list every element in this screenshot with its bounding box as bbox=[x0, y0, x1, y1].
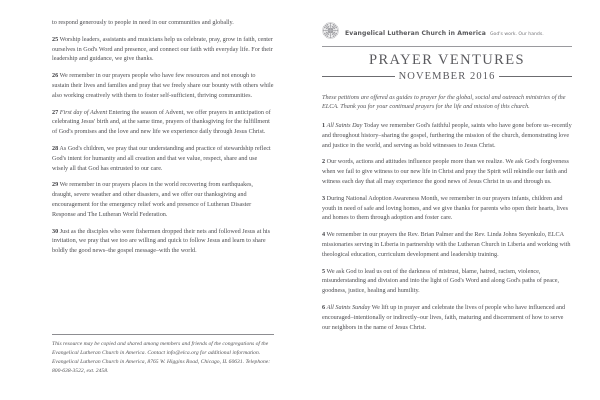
entry-text: Worship leaders, assistants and musicians help us celebrate, pray, grow in faith, center ourselves in God's Word and presence, and connect our faith with everyday life. For their leadership and guidance, we give thanks. bbox=[52, 35, 273, 63]
entry-day-number: 25 bbox=[52, 35, 59, 43]
organization-name: Evangelical Lutheran Church in America bbox=[345, 30, 486, 37]
entry-day-number: 26 bbox=[52, 72, 59, 80]
right-entries-list bbox=[322, 121, 572, 332]
subtitle-row bbox=[322, 71, 572, 82]
brand-lockup bbox=[345, 22, 544, 39]
prayer-entry bbox=[322, 303, 572, 332]
elca-medallion-icon bbox=[322, 22, 339, 39]
entry-text: As God's children, we pray that our understanding and practice of stewardship reflect God's intent for humanity and all creation and that we value, respect, share and use wisely all that God has entrusted to our care. bbox=[52, 144, 271, 172]
entry-day-number: 5 bbox=[322, 267, 326, 275]
prayer-entry bbox=[52, 35, 274, 64]
footer-divider bbox=[52, 334, 274, 335]
entry-text: Just as the disciples who were fishermen dropped their nets and followed Jesus at his invitation, we pray that we too are willing and quick to follow Jesus and learn to share boldly the good news–the gospel message–with the world. bbox=[52, 227, 271, 255]
entry-text: Our words, actions and attitudes influence people more than we realize. We ask God's forgiveness when we fail to give witness to our new life in Christ and pray the Spirit will rekindle our faith and witness each day that all may experience the good news of Jesus Christ in us and through us. bbox=[322, 158, 569, 185]
left-entries-list bbox=[52, 35, 274, 256]
header-divider bbox=[322, 46, 572, 47]
prayer-entry bbox=[52, 144, 274, 173]
prayer-entry bbox=[52, 180, 274, 219]
page-title: PRAYER VENTURES bbox=[369, 52, 525, 69]
entry-day-number: 27 bbox=[52, 108, 59, 116]
prayer-entry bbox=[322, 267, 572, 296]
prayer-entry bbox=[322, 121, 572, 150]
right-column bbox=[300, 18, 578, 390]
prayer-entry bbox=[52, 108, 274, 137]
prayer-entry bbox=[322, 230, 572, 259]
entry-text: Entering the season of Advent, we offer prayers in anticipation of celebrating Jesus' birth and, at the same time, prayers of thanksgiving for the fulfillment of God's promises and the love and new life we experience daily through Jesus Christ. bbox=[52, 108, 271, 136]
entry-observance: All Saints Day bbox=[326, 121, 363, 129]
entry-text: During National Adoption Awareness Month, we remember in our prayers infants, children and youth in need of safe and loving homes, and we give thanks for parents who open their hearts, lives and homes to them through adoption and foster care. bbox=[322, 194, 569, 222]
entry-day-number: 2 bbox=[322, 158, 326, 166]
entry-text: We lift up in prayer and celebrate the lives of people who have influenced and encouraged–intentionally or indirectly–our lives, faith, maturing and discernment of how to serve our neighbors in the name of Jesus Christ. bbox=[322, 303, 566, 331]
entry-text: We remember in our prayers people who have few resources and not enough to sustain their lives and families and pray that we freely share our bounty with others while also working creatively with them to foster self-sufficient, thriving communities. bbox=[52, 72, 274, 99]
entry-day-number: 6 bbox=[322, 303, 326, 311]
footer bbox=[52, 334, 274, 382]
entry-text: We remember in our prayers places in the world recovering from earthquakes, draught, severe weather and other disasters, and we offer our thanksgiving and encouragement for the emergency relief work and presence of Lutheran Disaster Response and The Lutheran World Federation. bbox=[52, 181, 253, 218]
prayer-entry bbox=[52, 227, 274, 256]
organization-tagline: God's work. Our hands. bbox=[489, 32, 544, 37]
entry-day-number: 28 bbox=[52, 144, 59, 152]
continued-paragraph: to respond generously to people in need in our communities and globally. bbox=[52, 19, 234, 26]
issue-date: NOVEMBER 2016 bbox=[398, 70, 496, 82]
prayer-entry bbox=[322, 194, 572, 223]
subtitle-rule-left bbox=[322, 76, 395, 77]
masthead bbox=[322, 22, 572, 39]
entry-text: We ask God to lead us out of the darkness of mistrust, blame, hatred, racism, violence, misunderstanding and division and into the light of God's Word and along God's paths of peace, goodness, justice, healing and humility. bbox=[322, 267, 560, 295]
entry-text: Today we remember God's faithful people, saints who have gone before us–recently and throughout history–sharing the gospel, furthering the mission of the church, demonstrating love and justice in the world, and serving as bold witnesses to Jesus Christ. bbox=[322, 121, 572, 149]
entry-observance: All Saints Sunday bbox=[326, 303, 371, 311]
prayer-entry bbox=[322, 157, 572, 186]
entry-observance: First day of Advent bbox=[59, 108, 108, 116]
prayer-entry bbox=[52, 71, 274, 100]
entry-day-number: 29 bbox=[52, 181, 59, 189]
footer-text: This resource may be copied and shared among members and friends of the congregations of the Evangelical Lutheran Church in America. Contact info@elca.org for additional information. Evangelical Lutheran Church in America, 8765 W. Higgins Road, Chicago, IL 60631. Telephone: 800-638-3522, ext. 2458. bbox=[52, 341, 271, 375]
entry-day-number: 30 bbox=[52, 227, 59, 235]
intro-paragraph: These petitions are offered as guides to prayer for the global, social and outreach ministries of the ELCA. Thank you for your continued prayers for the life and mission of this church. bbox=[322, 93, 566, 111]
left-column bbox=[22, 18, 300, 390]
entry-text: We remember in our prayers the Rev. Brian Palmer and the Rev. Linda Johns Seyenkulo, ELCA missionaries serving in Liberia in partnership with the Lutheran Church in Liberia and working with theological education, curriculum development and leadership training. bbox=[322, 231, 571, 258]
subtitle-rule-right bbox=[499, 76, 572, 77]
entry-day-number: 3 bbox=[322, 194, 326, 202]
entry-day-number: 1 bbox=[322, 121, 326, 129]
entry-day-number: 4 bbox=[322, 231, 326, 239]
